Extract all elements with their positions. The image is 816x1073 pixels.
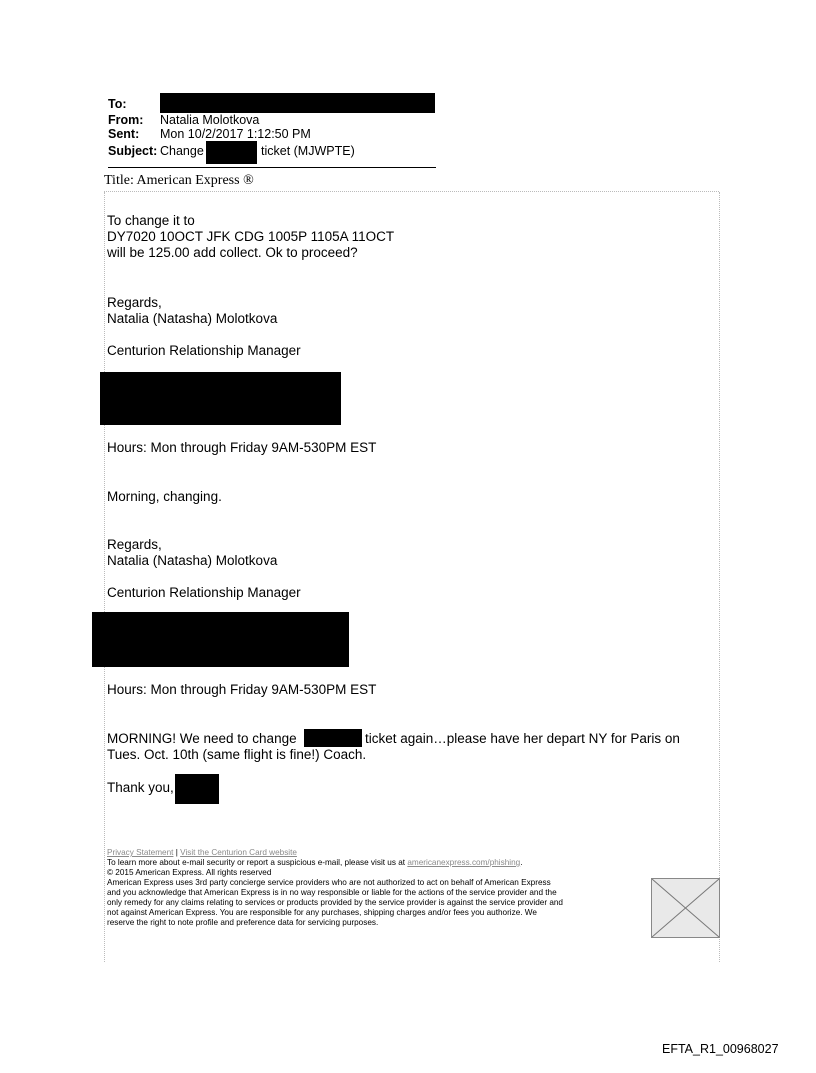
hours-1: Hours: Mon through Friday 9AM-530PM EST: [107, 440, 377, 455]
subject-label: Subject:: [108, 144, 158, 158]
security-text-end: .: [520, 858, 523, 867]
from-value: Natalia Molotkova: [160, 113, 260, 127]
hours-2: Hours: Mon through Friday 9AM-530PM EST: [107, 682, 377, 697]
footer-disclaimer-2: and you acknowledge that American Express is in no way responsible or liable for the actions of the service provider and the: [107, 888, 557, 897]
request-line-1-post: ticket again…please have her depart NY for Paris on: [365, 731, 680, 746]
footer-disclaimer-4: not against American Express. You are responsible for any purchases, shipping charges and/or fees you authorize. We: [107, 908, 537, 917]
title-line: Title: American Express ®: [104, 173, 254, 188]
message-frame: [104, 192, 720, 962]
redaction-signature-1: [100, 372, 341, 425]
reply-morning: Morning, changing.: [107, 489, 222, 504]
request-line-2: Tues. Oct. 10th (same flight is fine!) Coach.: [107, 747, 367, 762]
msg-line-2: DY7020 10OCT JFK CDG 1005P 1105A 11OCT: [107, 229, 395, 244]
sent-value: Mon 10/2/2017 1:12:50 PM: [160, 127, 311, 141]
footer-link-separator: |: [173, 848, 181, 857]
footer-disclaimer-5: reserve the right to note profile and preference data for servicing purposes.: [107, 918, 379, 927]
sent-label: Sent:: [108, 127, 140, 141]
thank-you: Thank you,: [107, 780, 174, 795]
to-label: To:: [108, 97, 127, 111]
subject-post: ticket (MJWPTE): [261, 144, 355, 158]
security-text: To learn more about e-mail security or report a suspicious e-mail, please visit us at: [107, 858, 408, 867]
request-line-1-pre: MORNING! We need to change: [107, 731, 297, 746]
msg-line-1: To change it to: [107, 213, 195, 228]
centurion-website-link[interactable]: Visit the Centurion Card website: [180, 848, 297, 857]
sender-name-2: Natalia (Natasha) Molotkova: [107, 553, 278, 568]
redaction-signature-2: [92, 612, 349, 667]
regards-2: Regards,: [107, 537, 162, 552]
subject-pre: Change: [160, 144, 204, 158]
phishing-link[interactable]: americanexpress.com/phishing: [407, 858, 521, 867]
footer-disclaimer-3: only remedy for any claims relating to services or products provided by the service provider is against the service provider and: [107, 898, 563, 907]
redaction-to: [160, 93, 435, 113]
privacy-statement-link[interactable]: Privacy Statement: [107, 848, 174, 857]
regards-1: Regards,: [107, 295, 162, 310]
sender-name-1: Natalia (Natasha) Molotkova: [107, 311, 278, 326]
redaction-request-name: [304, 729, 362, 747]
redaction-thanks-name: [175, 774, 219, 804]
document-id: EFTA_R1_00968027: [662, 1042, 779, 1056]
sender-role-2: Centurion Relationship Manager: [107, 585, 301, 600]
sender-role-1: Centurion Relationship Manager: [107, 343, 301, 358]
footer-security-line: [107, 858, 522, 868]
footer-copyright: © 2015 American Express. All rights reserved: [107, 868, 272, 877]
redaction-subject: [206, 141, 257, 164]
msg-line-3: will be 125.00 add collect. Ok to proceed?: [107, 245, 358, 260]
footer-disclaimer-1: American Express uses 3rd party concierge service providers who are not authorized to act on behalf of American Express: [107, 878, 551, 887]
broken-image-placeholder-icon: [651, 878, 720, 938]
footer-links: [107, 848, 297, 858]
header-divider: [108, 167, 436, 168]
from-label: From:: [108, 113, 144, 127]
